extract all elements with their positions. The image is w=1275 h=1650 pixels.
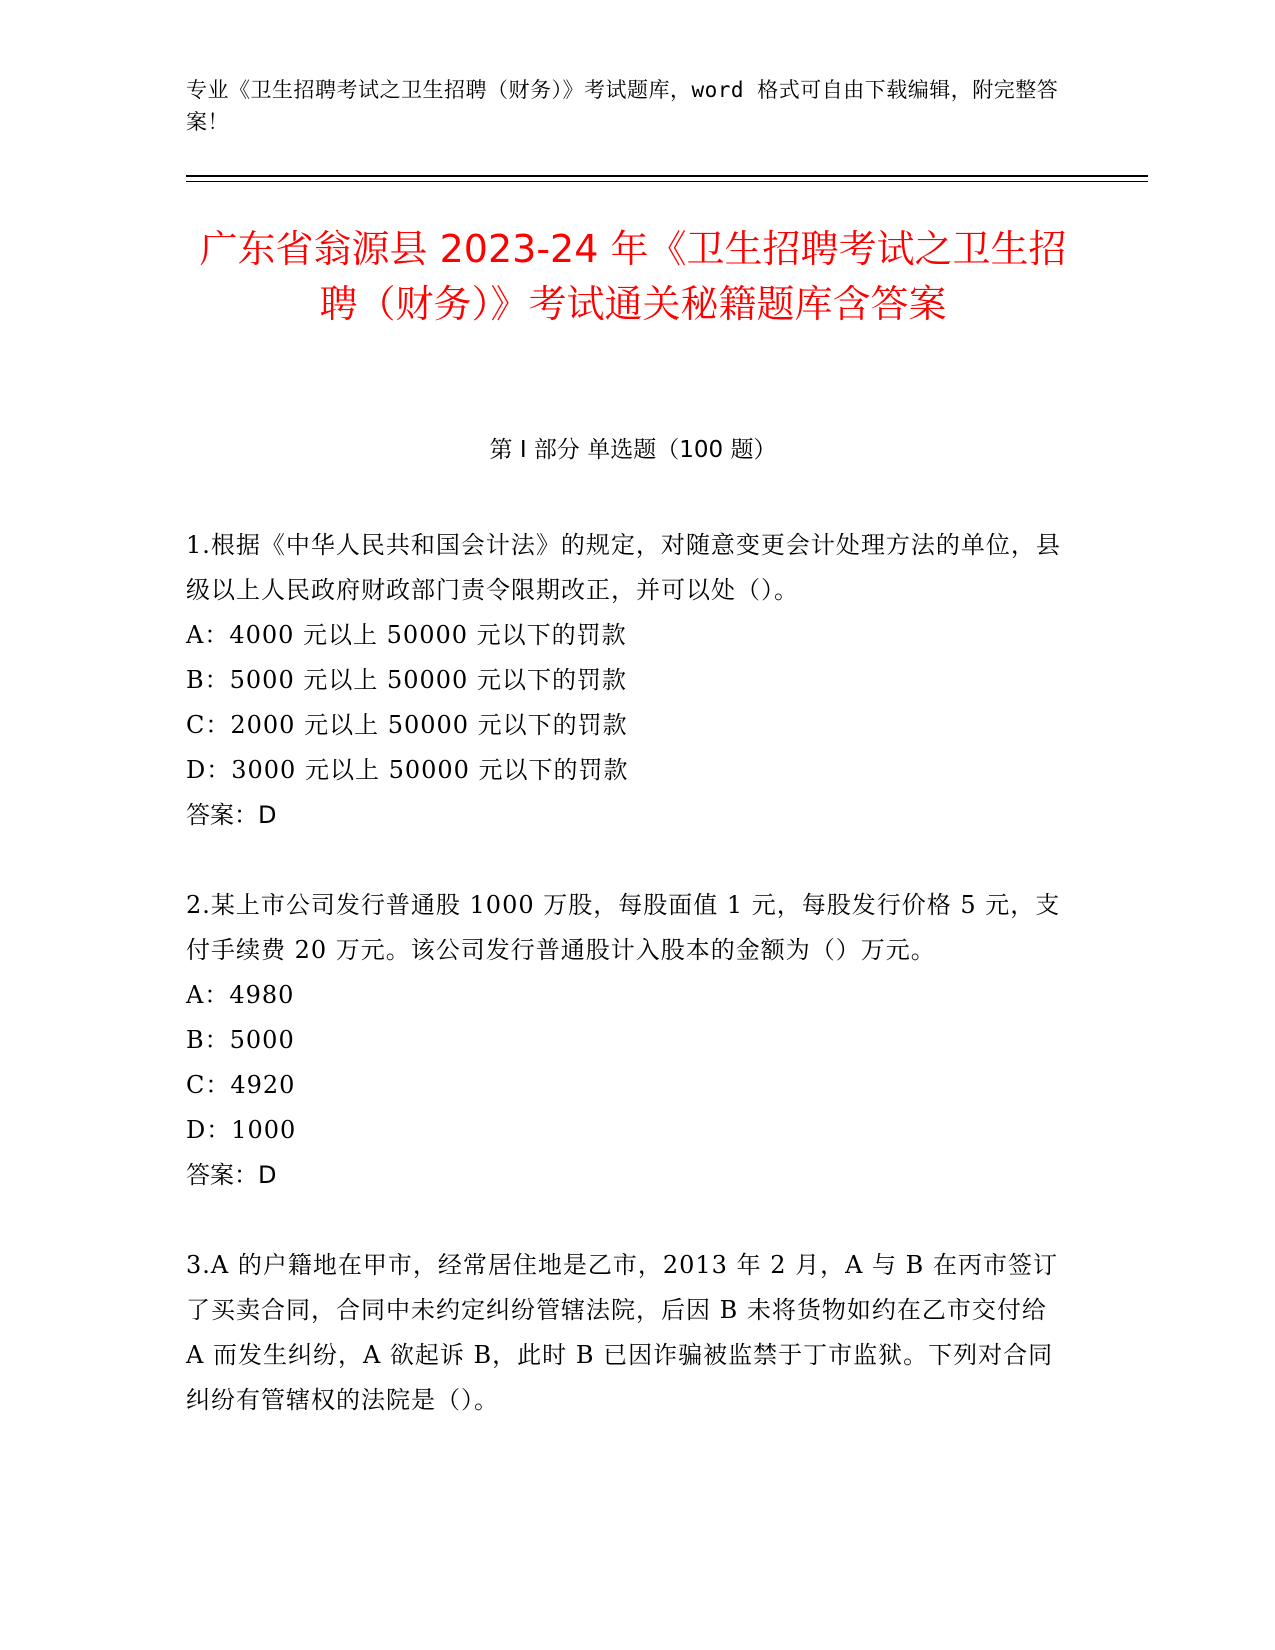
question-list bbox=[186, 523, 1066, 1468]
document-title: 广东省翁源县 2023-24 年《卫生招聘考试之卫生招聘（财务）》考试通关秘籍题库含答案 bbox=[199, 227, 1067, 326]
option-a: A：4980 bbox=[186, 981, 295, 1009]
option-d: D：3000 元以上 50000 元以下的罚款 bbox=[186, 756, 629, 784]
option-a: A：4000 元以上 50000 元以下的罚款 bbox=[186, 621, 627, 649]
option-c: C：4920 bbox=[186, 1071, 296, 1099]
question-2 bbox=[186, 883, 1066, 1198]
answer: 答案：D bbox=[186, 801, 277, 829]
header-note: 专业《卫生招聘考试之卫生招聘（财务）》考试题库，word 格式可自由下载编辑，附完整答案！ bbox=[186, 78, 1059, 134]
section-heading: 第 I 部分 单选题（100 题） bbox=[489, 437, 777, 463]
option-b: B：5000 元以上 50000 元以下的罚款 bbox=[186, 666, 627, 694]
question-1 bbox=[186, 523, 1066, 838]
question-3 bbox=[186, 1243, 1066, 1423]
answer: 答案：D bbox=[186, 1161, 277, 1189]
header-divider-thin bbox=[186, 181, 1148, 182]
option-c: C：2000 元以上 50000 元以下的罚款 bbox=[186, 711, 628, 739]
question-stem: 2.某上市公司发行普通股 1000 万股，每股面值 1 元，每股发行价格 5 元，支付手续费 20 万元。该公司发行普通股计入股本的金额为（）万元。 bbox=[186, 891, 1061, 964]
question-stem: 3.A 的户籍地在甲市，经常居住地是乙市，2013 年 2 月，A 与 B 在丙市签订了买卖合同，合同中未约定纠纷管辖法院，后因 B 未将货物如约在乙市交付给 A 而发生纠纷，A 欲起诉 B，此时 B 已因诈骗被监禁于丁市监狱。下列对合同纠纷有管辖权的法院是（）。 bbox=[186, 1251, 1058, 1414]
option-b: B：5000 bbox=[186, 1026, 295, 1054]
header-divider-thick bbox=[186, 175, 1148, 177]
option-d: D：1000 bbox=[186, 1116, 297, 1144]
question-stem: 1.根据《中华人民共和国会计法》的规定，对随意变更会计处理方法的单位，县级以上人民政府财政部门责令限期改正，并可以处（）。 bbox=[186, 531, 1061, 604]
